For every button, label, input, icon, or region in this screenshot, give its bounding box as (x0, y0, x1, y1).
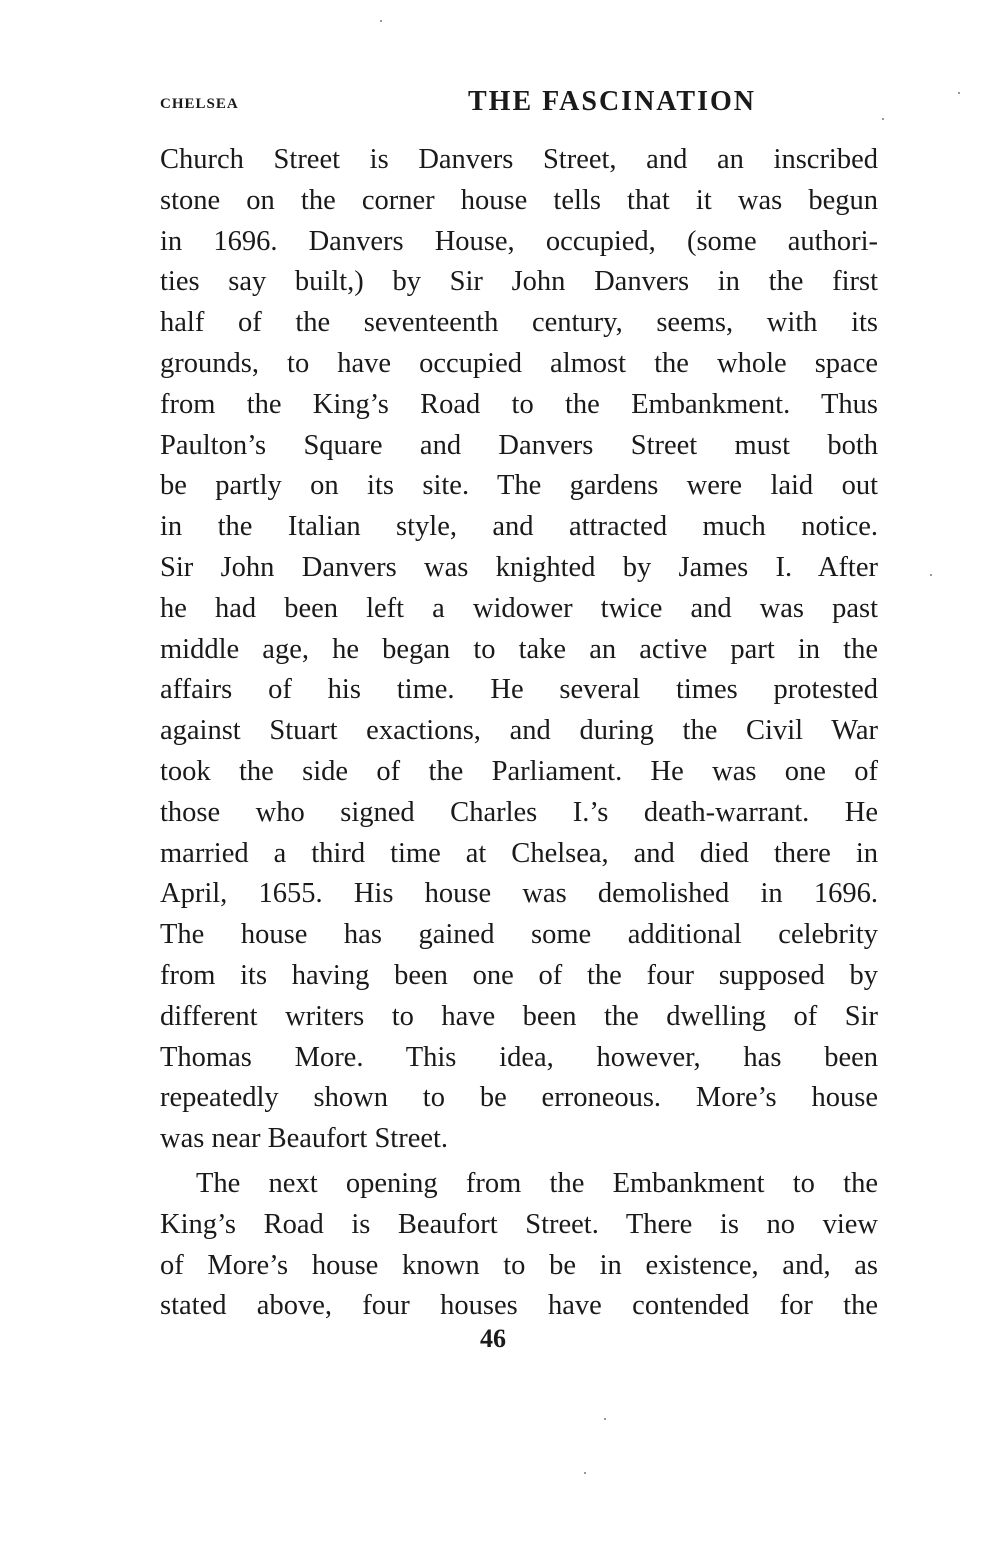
text-line: against Stuart exactions, and during the Civil War (160, 715, 878, 747)
text-line: The house has gained some additional celebrity (160, 919, 878, 951)
scan-speck (930, 574, 932, 576)
scan-speck (380, 20, 382, 22)
text-line: stone on the corner house tells that it was begun (160, 184, 878, 216)
text-line: grounds, to have occupied almost the whole space (160, 347, 878, 379)
text-line: from its having been one of the four supposed by (160, 959, 878, 991)
text-line: of More’s house known to be in existence, and, as (160, 1249, 878, 1281)
text-line: ties say built,) by Sir John Danvers in the first (160, 266, 878, 298)
text-line: The next opening from the Embankment to the (196, 1167, 878, 1199)
scan-speck (958, 92, 960, 94)
text-line: half of the seventeenth century, seems, with its (160, 307, 878, 339)
body-text (160, 140, 878, 1327)
text-line: Sir John Danvers was knighted by James I. After (160, 551, 878, 583)
text-line: Church Street is Danvers Street, and an inscribed (160, 144, 878, 175)
text-line: from the King’s Road to the Embankment. Thus (160, 388, 878, 420)
text-line: stated above, four houses have contended for the (160, 1290, 878, 1322)
text-line: King’s Road is Beaufort Street. There is no view (160, 1208, 878, 1240)
scan-speck (604, 1418, 606, 1420)
scan-speck (584, 1472, 586, 1474)
text-line: took the side of the Parliament. He was one of (160, 755, 878, 787)
text-line: married a third time at Chelsea, and died there in (160, 837, 878, 869)
text-line: was near Beaufort Street. (160, 1123, 449, 1155)
text-line: repeatedly shown to be erroneous. More’s house (160, 1082, 878, 1114)
text-line: different writers to have been the dwelling of Sir (160, 1000, 878, 1032)
text-line: those who signed Charles I.’s death-warrant. He (160, 796, 878, 828)
running-head-section: CHELSEA (160, 96, 239, 112)
text-line: in the Italian style, and attracted much notice. (160, 511, 878, 543)
text-line: affairs of his time. He several times protested (160, 674, 878, 706)
text-line: be partly on its site. The gardens were laid out (160, 470, 878, 502)
text-line: April, 1655. His house was demolished in 1696. (160, 878, 878, 910)
text-line: Paulton’s Square and Danvers Street must both (160, 429, 878, 461)
text-line: in 1696. Danvers House, occupied, (some authori- (160, 225, 878, 257)
text-line: he had been left a widower twice and was past (160, 592, 878, 624)
paragraph-1 (160, 140, 878, 1160)
text-line: middle age, he began to take an active part in the (160, 633, 878, 665)
page-number: 46 (480, 1324, 506, 1353)
text-line: Thomas More. This idea, however, has been (160, 1041, 878, 1073)
paragraph-2 (160, 1164, 878, 1327)
running-head-title: THE FASCINATION (468, 86, 757, 117)
scan-speck (882, 118, 884, 120)
